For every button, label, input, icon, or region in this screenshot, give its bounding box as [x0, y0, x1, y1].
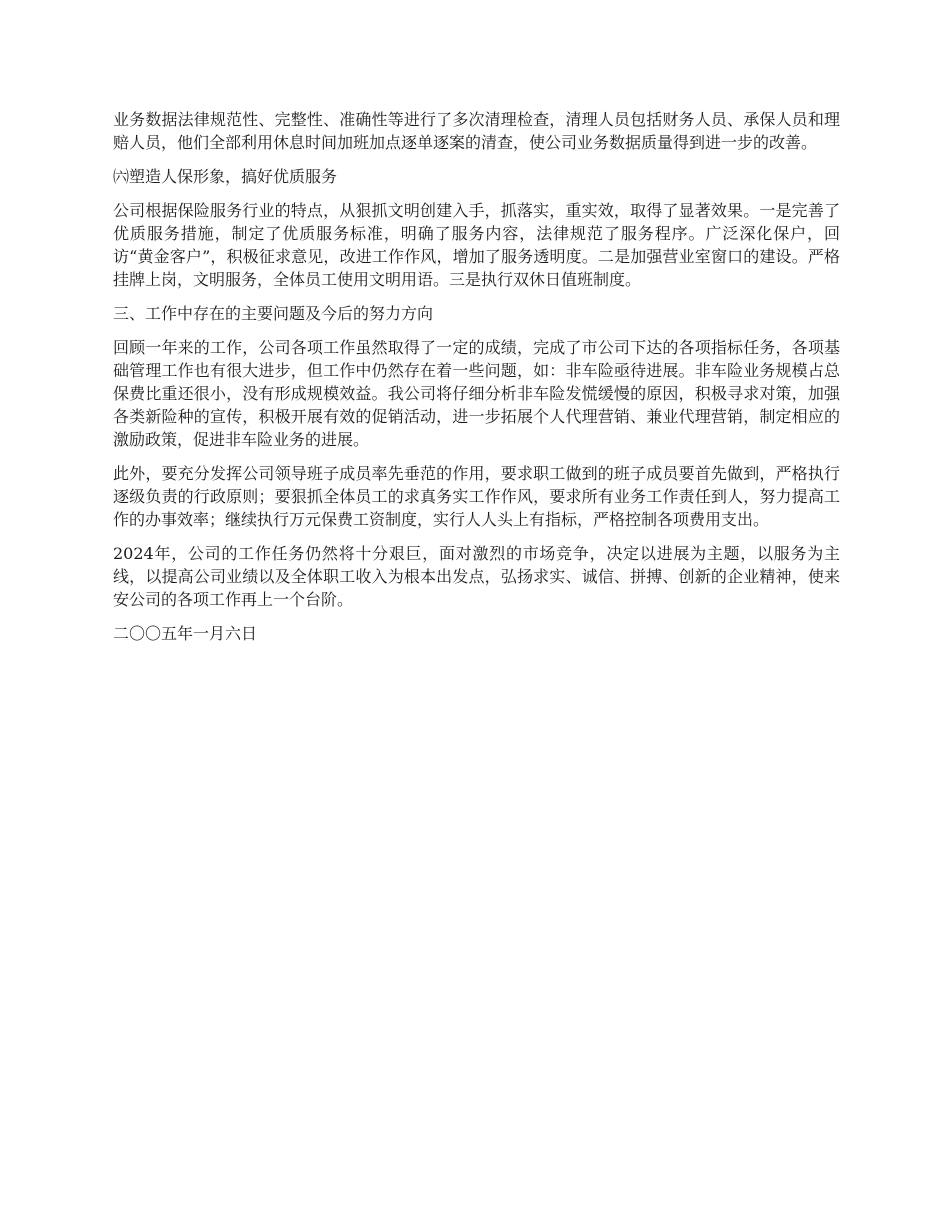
- paragraph-outlook: 2024年，公司的工作任务仍然将十分艰巨，面对激烈的市场竞争，决定以进展为主题，以服务为主线，以提高公司业绩以及全体职工收入为根本出发点，弘扬求实、诚信、拼搏、创新的企业精神，使来安公司的各项工作再上一个台阶。: [113, 544, 840, 609]
- document-page: [113, 108, 840, 656]
- paragraph-service: 公司根据保险服务行业的特点，从狠抓文明创建入手，抓落实，重实效，取得了显著效果。一是完善了优质服务措施，制定了优质服务标准，明确了服务内容，法律规范了服务程序。广泛深化保户，回访“黄金客户”，积极征求意见，改进工作作风，增加了服务透明度。二是加强营业室窗口的建设。严格挂牌上岗，文明服务，全体员工使用文明用语。三是执行双休日值班制度。: [113, 201, 840, 289]
- paragraph-data-cleanup: 业务数据法律规范性、完整性、准确性等进行了多次清理检查，清理人员包括财务人员、承保人员和理赔人员，他们全部利用休息时间加班加点逐单逐案的清查，使公司业务数据质量得到进一步的改善。: [113, 110, 840, 152]
- section-heading-service: ㈥塑造人保形象，搞好优质服务: [113, 167, 338, 186]
- document-date: 二〇〇五年一月六日: [113, 624, 258, 643]
- paragraph-leadership: 此外，要充分发挥公司领导班子成员率先垂范的作用，要求职工做到的班子成员要首先做到，严格执行逐级负责的行政原则；要狠抓全体员工的求真务实工作作风，要求所有业务工作责任到人，努力提高工作的办事效率；继续执行万元保费工资制度，实行人人头上有指标，严格控制各项费用支出。: [113, 464, 840, 529]
- paragraph-review: 回顾一年来的工作，公司各项工作虽然取得了一定的成绩，完成了市公司下达的各项指标任务，各项基础管理工作也有很大进步，但工作中仍然存在着一些问题，如：非车险亟待进展。非车险业务规模占总保费比重还很小，没有形成规模效益。我公司将仔细分析非车险发慌缓慢的原因，积极寻求对策，加强各类新险种的宣传，积极开展有效的促销活动，进一步拓展个人代理营销、兼业代理营销，制定相应的激励政策，促进非车险业务的进展。: [113, 338, 840, 449]
- section-heading-problems: 三、工作中存在的主要问题及今后的努力方向: [113, 304, 434, 323]
